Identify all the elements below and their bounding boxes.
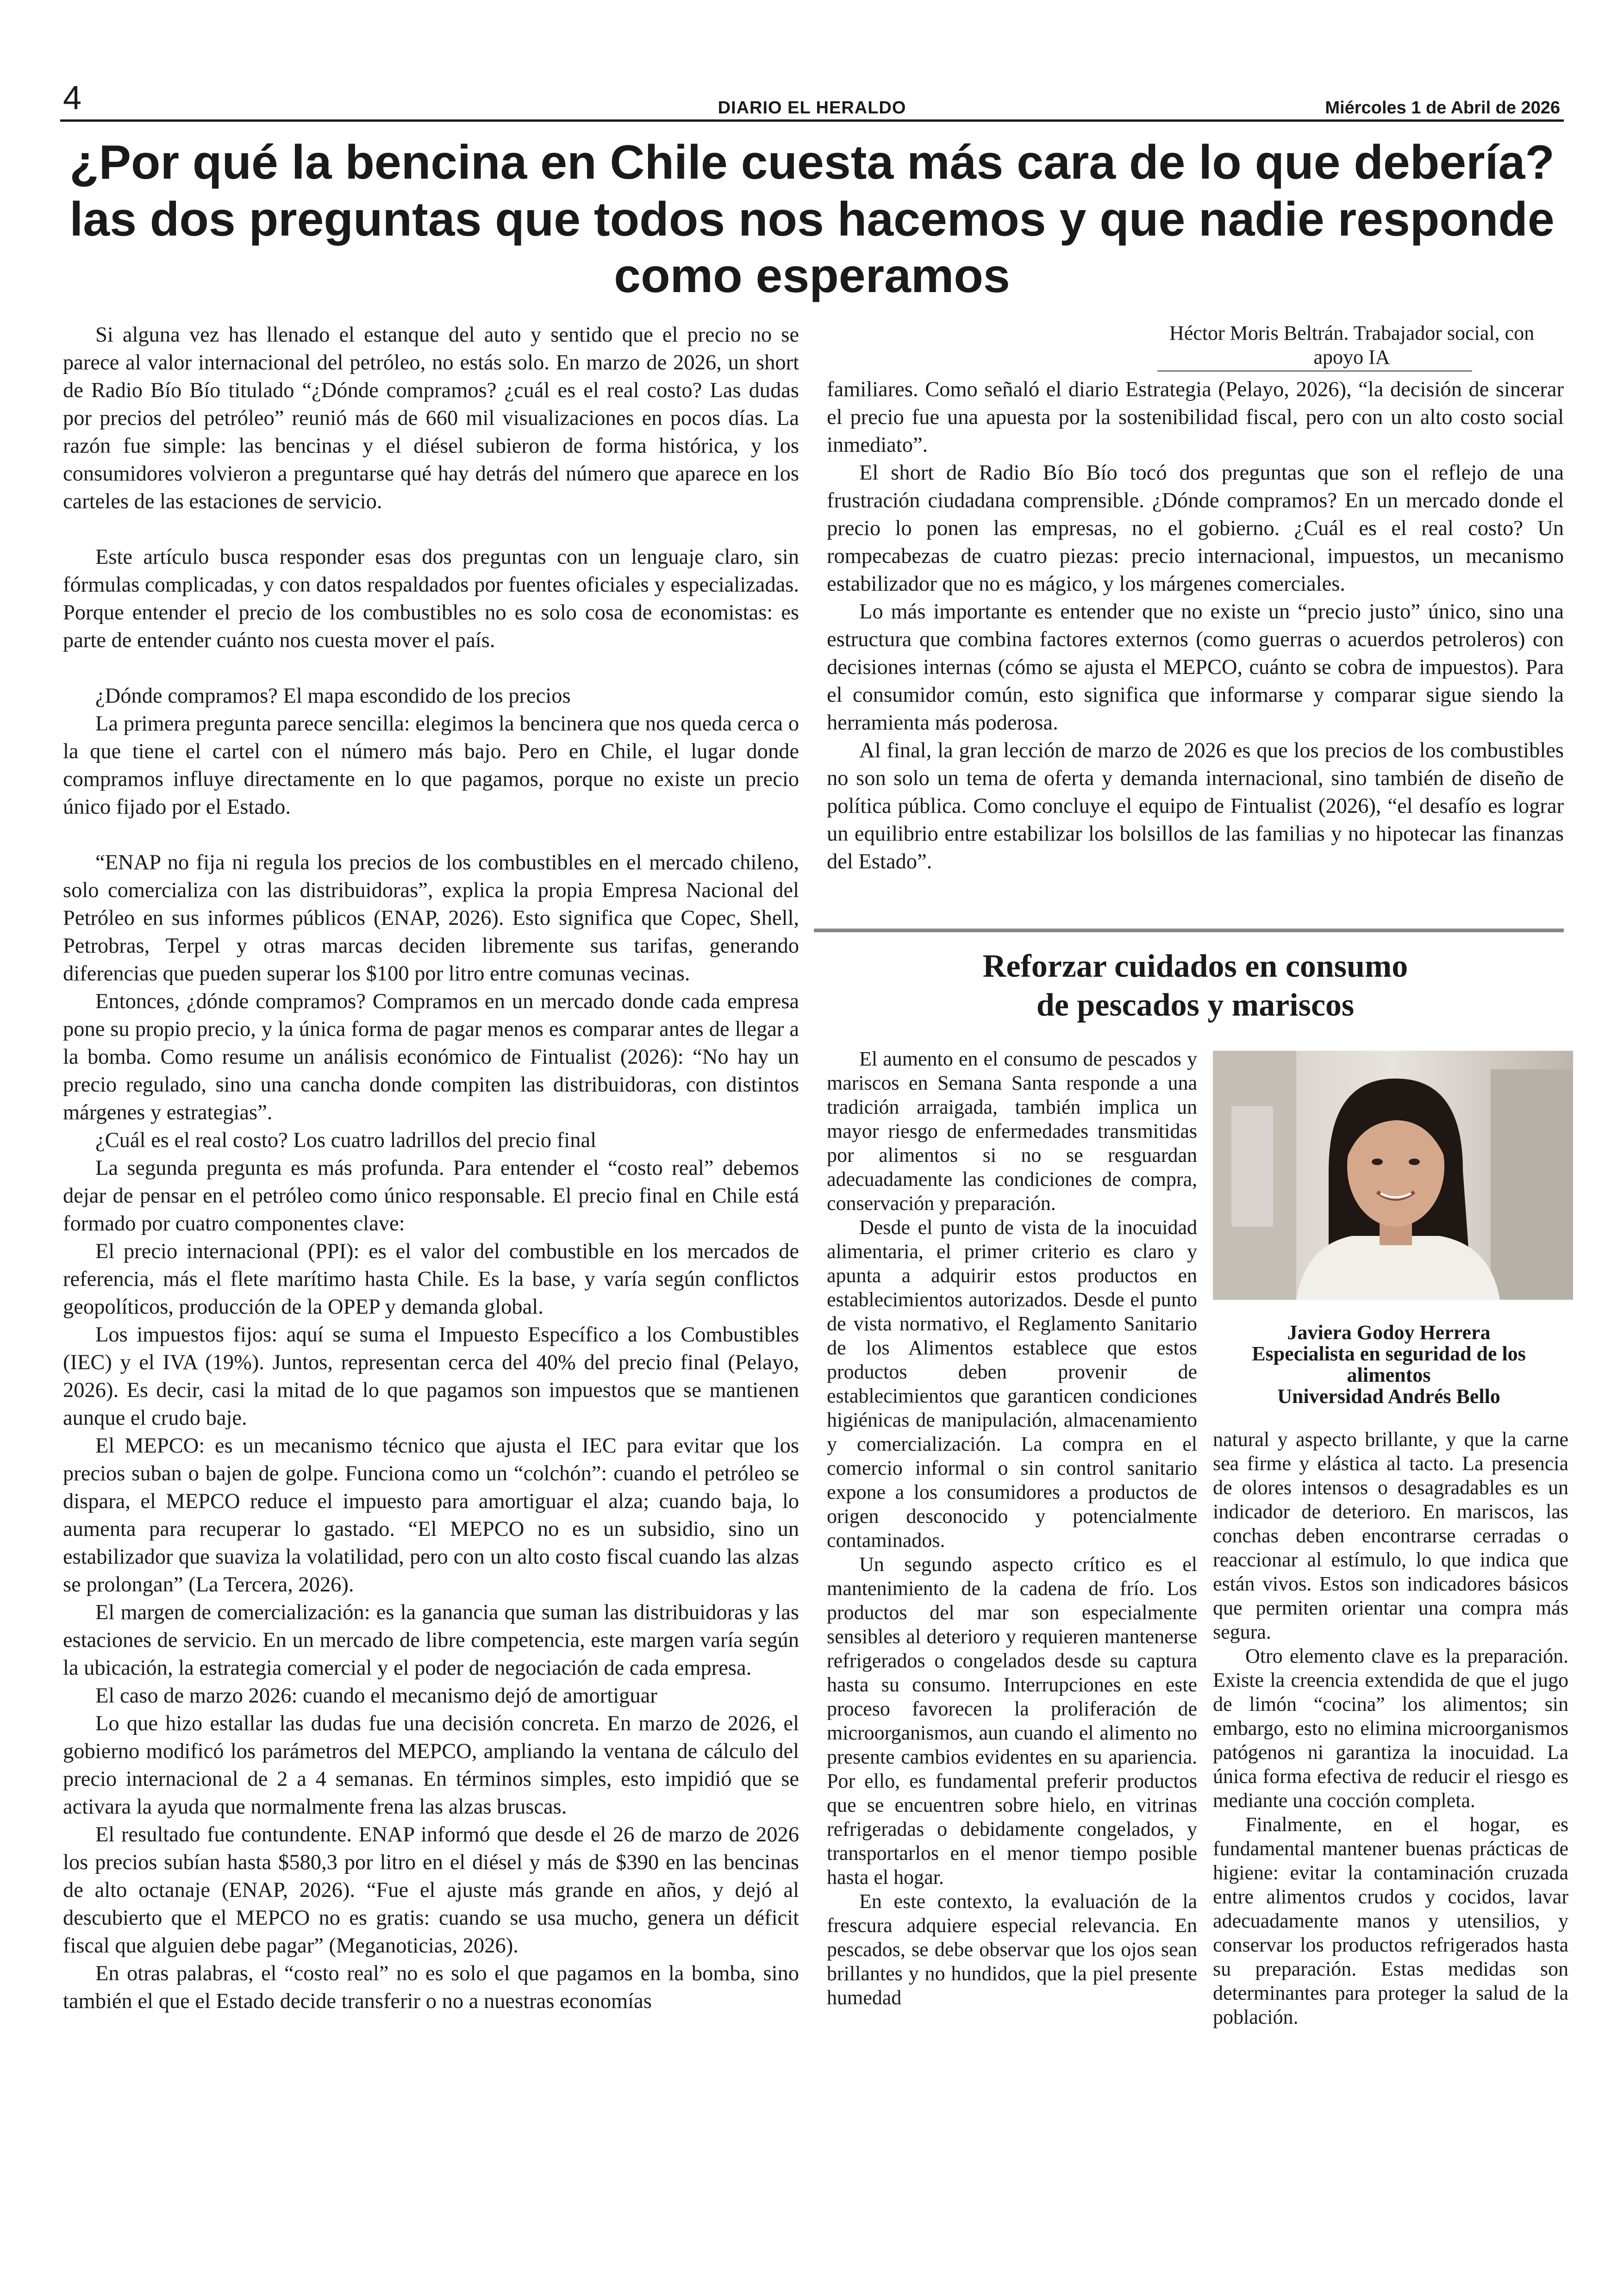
author-org: Universidad Andrés Bello xyxy=(1277,1385,1500,1408)
page-number: 4 xyxy=(63,80,82,117)
author-photo xyxy=(1213,1051,1573,1300)
article-paragraph: Lo que hizo estallar las dudas fue una decisión concreta. En marzo de 2026, el gobierno modificó los parámetros del MEPCO, ampliando la ventana de cálculo del precio internacional de 2 a 4 semanas. En términos simples, esto impidió que se activara la ayuda que normalmente frena las alzas bruscas. xyxy=(63,1712,799,1819)
article-paragraph: Desde el punto de vista de la inocuidad alimentaria, el primer criterio es claro y apunta a adquirir estos productos en establecimientos autorizados. Desde el punto de vista normativo, el Reglamento Sanitario de los Alimentos establece que estos productos deben provenir de establecimientos que garanticen condiciones higiénicas de manipulación, almacenamiento y comercialización. La compra en el comercio informal o sin control sanitario expone a los consumidores a productos de origen desconocido y potencialmente contaminados. xyxy=(827,1216,1197,1552)
article-paragraph: Entonces, ¿dónde compramos? Compramos en un mercado donde cada empresa pone su propio precio, y la única forma de pagar menos es comparar antes de llegar a la bomba. Como resume un análisis económico de Fintualist (2026): “No hay un precio regulado, sino una cancha donde compiten las distribuidoras, con distintos márgenes y estrategias”. xyxy=(63,990,799,1124)
article-paragraph: El precio internacional (PPI): es el valor del combustible en los mercados de referencia, más el flete marítimo hasta Chile. Es la base, y varía según conflictos geopolíticos, producción de la OPEP y demanda global. xyxy=(63,1240,799,1319)
article-paragraph: En este contexto, la evaluación de la frescura adquiere especial relevancia. En pescados, se debe observar que los ojos sean brillantes y no hundidos, que la piel presente humedad xyxy=(827,1890,1197,2009)
article-paragraph: El resultado fue contundente. ENAP informó que desde el 26 de marzo de 2026 los precios subían hasta $580,3 por litro en el diésel y más de $390 en las bencinas de alto octanaje (ENAP, 2026). “Fue el ajuste más grande en años, y dejó al descubierto que el MEPCO no es gratis: cuando se usa mucho, genera un déficit fiscal que alguien debe pagar” (Meganoticias, 2026). xyxy=(63,1823,799,1958)
section-divider xyxy=(814,929,1564,932)
main-headline xyxy=(60,134,1564,305)
author-title: Especialista en seguridad de los alimentos xyxy=(1252,1342,1526,1386)
article-paragraph: Los impuestos fijos: aquí se suma el Impuesto Específico a los Combustibles (IEC) y el IVA (19%). Juntos, representan cerca del 40% del precio final (Pelayo, 2026). Es decir, casi la mitad de lo que pagamos son impuestos que se mantienen aunque el crudo baje. xyxy=(63,1323,799,1430)
second-article-column-1 xyxy=(827,1047,1197,2010)
article-subheading: ¿Dónde compramos? El mapa escondido de los precios xyxy=(95,684,571,708)
article-paragraph: La primera pregunta parece sencilla: elegimos la bencinera que nos queda cerca o la que tiene el cartel con el número más bajo. Pero en Chile, el lugar donde compramos influye directamente en lo que pagamos, porque no existe un precio único fijado por el Estado. xyxy=(63,712,799,819)
byline: Héctor Moris Beltrán. Trabajador social, con apoyo IA xyxy=(1169,322,1535,368)
article-paragraph: El aumento en el consumo de pescados y mariscos en Semana Santa responde a una tradición arraigada, también implica un mayor riesgo de enfermedades transmitidas por alimentos si no se resguardan adecuadamente las condiciones de compra, conservación y preparación. xyxy=(827,1048,1197,1215)
paragraph-gap xyxy=(63,821,799,849)
article-paragraph: El short de Radio Bío Bío tocó dos preguntas que son el reflejo de una frustración ciudadana comprensible. ¿Dónde compramos? En un mercado donde el precio lo ponen las empresas, no el gobierno. ¿Cuál es el real costo? Un rompecabezas de cuatro piezas: precio internacional, impuestos, un mecanismo estabilizador que no es mágico, y los márgenes comerciales. xyxy=(827,461,1564,596)
article-paragraph: Este artículo busca responder esas dos preguntas con un lenguaje claro, sin fórmulas complicadas, y con datos respaldados por fuentes oficiales y especializadas. Porque entender el precio de los combustibles no es solo cosa de economistas: es parte de entender cuánto nos cuesta mover el país. xyxy=(63,545,799,652)
article-paragraph: Lo más importante es entender que no existe un “precio justo” único, sino una estructura que combina factores externos (como guerras o acuerdos petroleros) con decisiones internas (cómo se ajusta el MEPCO, cuánto se cobra de impuestos). Para el consumidor común, esto significa que informarse y comparar sigue siendo la herramienta más poderosa. xyxy=(827,600,1564,735)
article-paragraph: El MEPCO: es un mecanismo técnico que ajusta el IEC para evitar que los precios suban o bajen de golpe. Funciona como un “colchón”: cuando el petróleo se dispara, el MEPCO reduce el impuesto para amortiguar el alza; cuando baja, lo aumenta para recuperar lo gastado. “El MEPCO no es un subsidio, sino un estabilizador que suaviza la volatilidad, pero con un alto costo fiscal cuando las alzas se prolongan” (La Tercera, 2026). xyxy=(63,1434,799,1597)
second-article-column-2 xyxy=(1213,1428,1568,2029)
article-paragraph: “ENAP no fija ni regula los precios de los combustibles en el mercado chileno, solo comercializa con las distribuidoras”, explica la propia Empresa Nacional del Petróleo en sus informes públicos (ENAP, 2026). Esto significa que Copec, Shell, Petrobras, Terpel y otras marcas deciden libremente sus tarifas, generando diferencias que pueden superar los $100 por litro entre comunas vecinas. xyxy=(63,851,799,985)
paragraph-gap xyxy=(63,655,799,682)
headline-line: como esperamos xyxy=(614,249,1010,303)
article-subheading: ¿Cuál es el real costo? Los cuatro ladrillos del precio final xyxy=(95,1129,597,1152)
byline-rule xyxy=(1157,370,1472,372)
main-article-left-column xyxy=(63,321,799,2015)
article-paragraph: Finalmente, en el hogar, es fundamental mantener buenas prácticas de higiene: evitar la contaminación cruzada entre alimentos crudos y cocidos, lavar adecuadamente manos y utensilios, y conservar los productos refrigerados hasta su preparación. Estas medidas son determinantes para proteger la salud de la población. xyxy=(1213,1813,1568,2028)
article-paragraph: En otras palabras, el “costo real” no es solo el que pagamos en la bomba, sino también el que el Estado decide transferir o no a nuestras economías xyxy=(63,1962,799,2013)
article-paragraph: familiares. Como señaló el diario Estrategia (Pelayo, 2026), “la decisión de sincerar el precio fue una apuesta por la sostenibilidad fiscal, pero con un alto costo social inmediato”. xyxy=(827,378,1564,457)
paragraph-gap xyxy=(63,516,799,543)
headline-line: Reforzar cuidados en consumo xyxy=(982,948,1408,984)
article-paragraph: Si alguna vez has llenado el estanque del auto y sentido que el precio no se parece al valor internacional del petróleo, no estás solo. En marzo de 2026, un short de Radio Bío Bío titulado “¿Dónde compramos? ¿cuál es el real costo? Las dudas por precios del petróleo” reunió más de 660 mil visualizaciones en pocos días. La razón fue simple: las bencinas y el diésel subieron de forma histórica, y los consumidores volvieron a preguntarse qué hay detrás del número que aparece en los carteles de las estaciones de servicio. xyxy=(63,323,799,513)
article-subheading: El caso de marzo 2026: cuando el mecanismo dejó de amortiguar xyxy=(95,1684,657,1708)
author-name: Javiera Godoy Herrera xyxy=(1287,1321,1491,1344)
article-paragraph: El margen de comercialización: es la ganancia que suman las distribuidoras y las estaciones de servicio. En un mercado de libre competencia, este margen varía según la ubicación, la estrategia comercial y el poder de negociación de cada empresa. xyxy=(63,1601,799,1680)
author-portrait-illustration xyxy=(1213,1051,1573,1300)
article-paragraph: Al final, la gran lección de marzo de 2026 es que los precios de los combustibles no son solo un tema de oferta y demanda internacional, sino también de diseño de política pública. Como concluye el equipo de Fintualist (2026), “el desafío es lograr un equilibrio entre estabilizar los bolsillos de las familias y no hipotecar las finanzas del Estado”. xyxy=(827,739,1564,873)
masthead: DIARIO EL HERALDO xyxy=(718,98,906,118)
headline-line: de pescados y mariscos xyxy=(1036,987,1355,1023)
header-rule xyxy=(60,119,1564,122)
article-paragraph: Un segundo aspecto crítico es el mantenimiento de la cadena de frío. Los productos del mar son especialmente sensibles al deterioro y requieren mantenerse refrigerados o congelados desde su captura hasta su consumo. Interrupciones en este proceso favorecen la proliferación de microorganismos, aun cuando el alimento no presente cambios evidentes en su apariencia. Por ello, es fundamental preferir productos que se encuentren sobre hielo, en vitrinas refrigeradas o debidamente congelados, y transportarlos en el menor tiempo posible hasta el hogar. xyxy=(827,1553,1197,1889)
publication-date: Miércoles 1 de Abril de 2026 xyxy=(1325,98,1560,118)
headline-line: ¿Por qué la bencina en Chile cuesta más cara de lo que debería? xyxy=(69,136,1555,189)
article-paragraph: La segunda pregunta es más profunda. Para entender el “costo real” debemos dejar de pensar en el petróleo como único responsable. El precio final en Chile está formado por cuatro componentes clave: xyxy=(63,1156,799,1235)
main-article-right-column xyxy=(827,376,1564,876)
article-paragraph: Otro elemento clave es la preparación. Existe la creencia extendida de que el jugo de limón “cocina” los alimentos; sin embargo, esto no elimina microorganismos patógenos ni garantiza la inocuidad. La única forma efectiva de reducir el riesgo es mediante una cocción completa. xyxy=(1213,1645,1568,1812)
article-paragraph: natural y aspecto brillante, y que la carne sea firme y elástica al tacto. La presencia de olores intensos o desagradables es un indicador de deterioro. En mariscos, las conchas deben encontrarse cerradas o reaccionar al estímulo, lo que indica que están vivos. Estos son indicadores básicos que permiten orientar una compra más segura. xyxy=(1213,1428,1568,1643)
headline-line: las dos preguntas que todos nos hacemos y que nadie responde xyxy=(69,192,1555,246)
author-caption xyxy=(1213,1322,1565,1407)
second-article-headline xyxy=(827,947,1564,1025)
